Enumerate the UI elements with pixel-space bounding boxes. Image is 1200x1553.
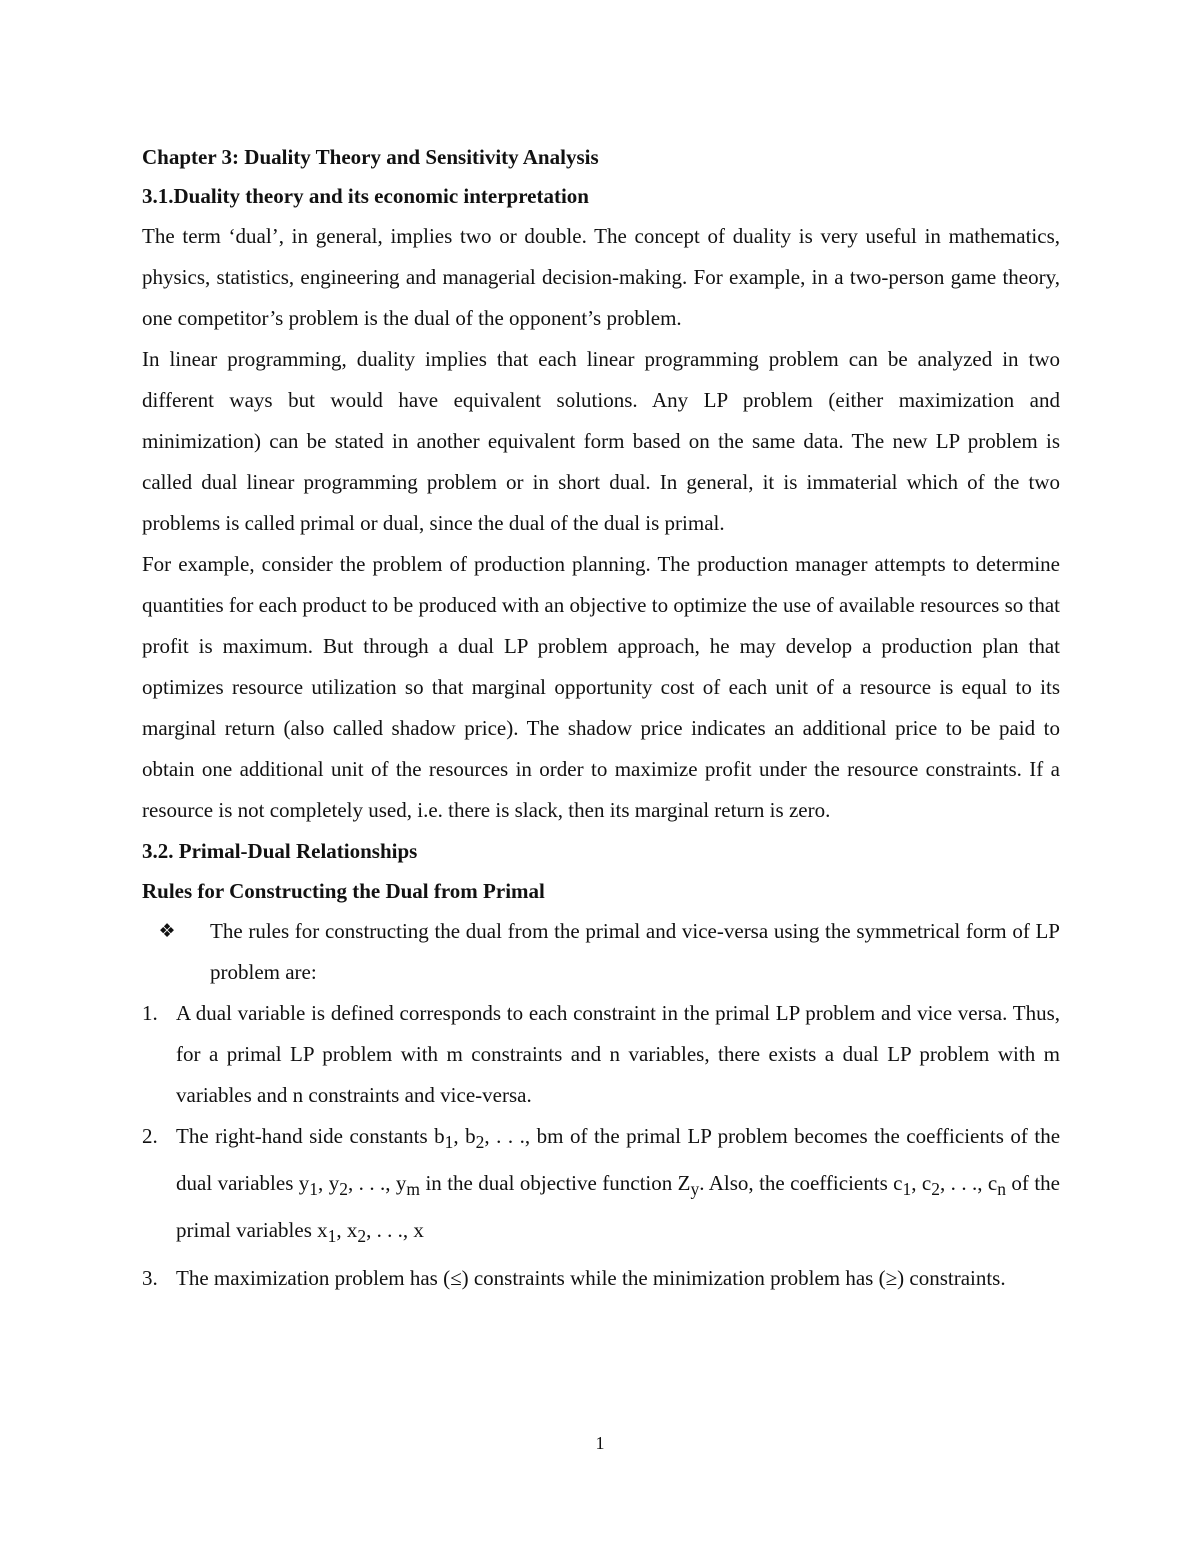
paragraph-production-planning: For example, consider the problem of production planning. The production manager attempts to determine quantities for each product to be produced with an objective to optimize the use of available resources so that profit is maximum. But through a dual LP problem approach, he may develop a production plan that optimizes resource utilization so that marginal opportunity cost of each unit of a resource is equal to its marginal return (also called shadow price). The shadow price indicates an additional price to be paid to obtain one additional unit of the resources in order to maximize profit under the resource constraints. If a resource is not completely used, i.e. there is slack, then its marginal return is zero. bbox=[142, 552, 1060, 822]
subheading-rules: Rules for Constructing the Dual from Primal bbox=[142, 879, 545, 903]
rule-number: 3. bbox=[142, 1265, 158, 1290]
section-heading-3-1: 3.1.Duality theory and its economic interpretation bbox=[142, 184, 589, 208]
rule-text: The maximization problem has (≤) constraints while the minimization problem has (≥) constraints. bbox=[176, 1265, 1006, 1290]
rule-item bbox=[142, 1258, 1060, 1299]
diamond-bullet-icon: ❖ bbox=[158, 920, 176, 942]
bullet-text: The rules for constructing the dual from the primal and vice-versa using the symmetrical form of LP problem are: bbox=[210, 919, 1060, 984]
rule-number: 2. bbox=[142, 1124, 158, 1148]
section-heading-3-2: 3.2. Primal-Dual Relationships bbox=[142, 839, 418, 863]
paragraph-linear-programming: In linear programming, duality implies that each linear programming problem can be analyzed in two different ways but would have equivalent solutions. Any LP problem (either maximization and minimization) can be stated in another equivalent form based on the same data. The new LP problem is called dual linear programming problem or in short dual. In general, it is immaterial which of the two problems is called primal or dual, since the dual of the dual is primal. bbox=[142, 347, 1060, 535]
rule-text: The right-hand side constants $b_1$, $b_2$, . . ., bm of the primal LP problem becomes the coefficients of the dual variables $y_1$, $y_2$, . . ., $y_m$ in the dual objective function $Z_y$. Also, the coefficients $c_1$, $c_2$, . . ., $c_n$ of the primal variables $x_1$, $x_2$, . . ., x bbox=[176, 1124, 1061, 1247]
page-number: 1 bbox=[595, 1433, 605, 1453]
chapter-title: Chapter 3: Duality Theory and Sensitivity Analysis bbox=[142, 145, 599, 169]
bullet-item bbox=[142, 911, 1060, 993]
page-content bbox=[142, 138, 1060, 1299]
rule-item bbox=[142, 1116, 1060, 1258]
rule-item bbox=[142, 993, 1060, 1116]
rules-list bbox=[142, 993, 1060, 1299]
rule-number: 1. bbox=[142, 1001, 158, 1025]
rule-text: A dual variable is defined corresponds to each constraint in the primal LP problem and vice versa. Thus, for a primal LP problem with m constraints and n variables, there exists a dual LP problem with m variables and n constraints and vice-versa. bbox=[176, 1001, 1060, 1107]
paragraph-dual-term: The term ‘dual’, in general, implies two or double. The concept of duality is very useful in mathematics, physics, statistics, engineering and managerial decision-making. For example, in a two-person game theory, one competitor’s problem is the dual of the opponent’s problem. bbox=[142, 224, 1060, 330]
